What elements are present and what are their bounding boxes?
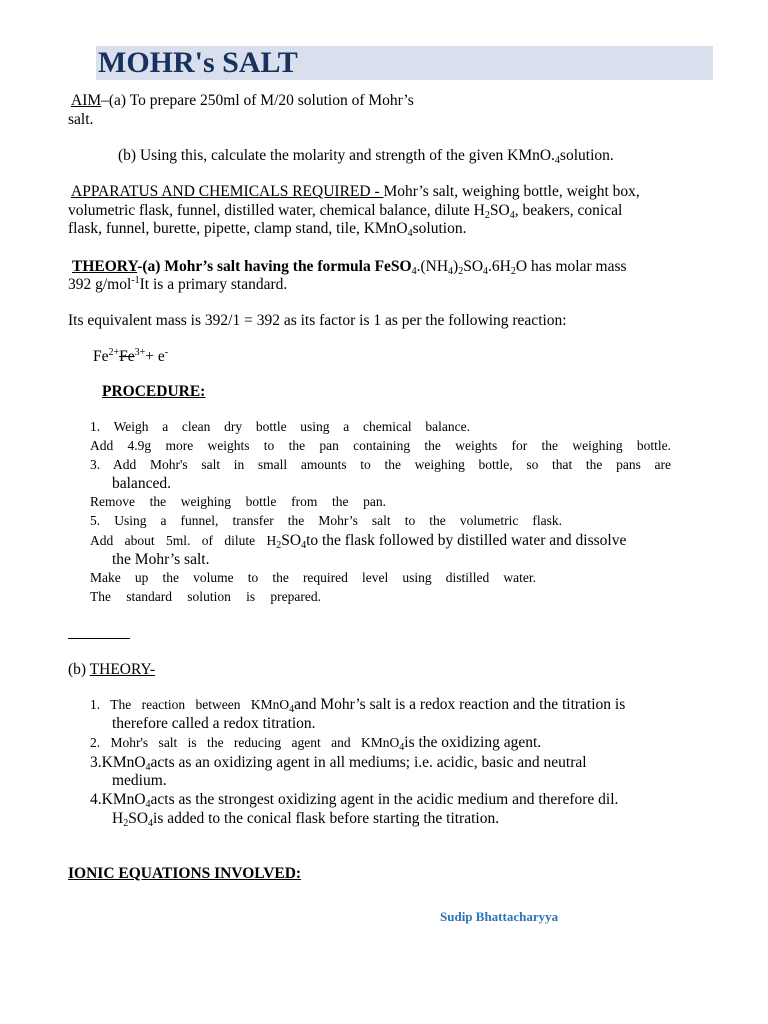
theory-b-item-3 [90, 753, 587, 772]
apparatus-text-2b: SO [489, 202, 510, 219]
molar-mass: 392 g/mol [68, 276, 132, 293]
apparatus-line-3 [68, 219, 466, 238]
apparatus-text-2: volumetric flask, funnel, distilled water, chemical balance, dilute H [68, 202, 485, 219]
item-text: 2. Mohr's salt is the reducing agent and KMnO [90, 735, 400, 750]
superscript: 2+ [108, 347, 120, 358]
theory-line-2 [68, 275, 287, 294]
subscript: 4 [509, 210, 515, 221]
theory-b-item-1 [90, 695, 625, 714]
procedure-step-6 [90, 531, 626, 550]
theory-b-item-3-cont: medium. [112, 772, 167, 789]
subscript: 2 [484, 210, 490, 221]
subscript: 4 [448, 266, 454, 277]
theory-b-item-1-cont: therefore called a redox titration. [112, 715, 316, 732]
procedure-heading: PROCEDURE: [102, 383, 206, 400]
subscript: 4 [554, 155, 560, 166]
aim-line-1 [71, 91, 414, 110]
page-title: MOHR's SALT [98, 46, 298, 79]
subscript: 4 [145, 762, 151, 773]
theory-b-item-4 [90, 790, 618, 809]
procedure-step-4: Remove the weighing bottle from the pan. [90, 494, 386, 509]
subscript: 4 [301, 540, 307, 551]
theory-b-item-2 [90, 733, 541, 752]
theory-b-heading [68, 660, 155, 679]
aim-b-post: solution. [559, 147, 614, 164]
section-divider [68, 638, 130, 639]
subscript: 2 [458, 266, 464, 277]
item-text: is the oxidizing agent. [404, 734, 542, 751]
apparatus-line-2 [68, 201, 622, 220]
subscript: 2 [123, 818, 129, 829]
superscript: -1 [131, 275, 140, 286]
apparatus-label: APPARATUS AND CHEMICALS REQUIRED - [71, 183, 384, 200]
aim-a-cont: salt. [68, 111, 94, 128]
superscript: 3+ [134, 347, 146, 358]
apparatus-text-3b: solution. [412, 220, 467, 237]
step-6-text: SO [281, 532, 302, 549]
item-text: acts as the strongest oxidizing agent in the acidic medium and therefore dil. [150, 791, 619, 808]
reaction-equation [93, 347, 168, 366]
reaction-fe: Fe [93, 348, 109, 365]
superscript: - [164, 347, 169, 358]
author-name: Sudip Bhattacharyya [440, 909, 559, 924]
primary-standard-text: It is a primary standard. [139, 276, 288, 293]
ionic-equations-heading: IONIC EQUATIONS INVOLVED: [68, 865, 302, 882]
item-text: is added to the conical flask before starting the titration. [153, 810, 500, 827]
subscript: 4 [411, 266, 417, 277]
theory-formula-bold: -(a) Mohr’s salt having the formula FeSO [137, 258, 412, 275]
procedure-step-5: 5. Using a funnel, transfer the Mohr’s salt to the volumetric flask. [90, 513, 562, 528]
procedure-step-8: The standard solution is prepared. [90, 589, 321, 604]
theory-b-prefix: (b) [68, 661, 90, 678]
formula-part: O has molar mass [515, 258, 627, 275]
aim-b [118, 146, 614, 165]
theory-line-1 [72, 257, 627, 276]
formula-part: ) [453, 258, 459, 275]
aim-line-2 [68, 110, 93, 129]
aim-a-text: –(a) To prepare 250ml of M/20 solution of Mohr’s [101, 92, 414, 109]
subscript: 4 [399, 742, 405, 753]
aim-label: AIM [71, 92, 102, 109]
procedure-step-7: Make up the volume to the required level using distilled water. [90, 570, 536, 585]
step-6-text: Add about 5ml. of dilute H [90, 533, 277, 548]
procedure-step-1: 1. Weigh a clean dry bottle using a chemical balance. [90, 419, 470, 434]
theory-b-label: THEORY- [89, 661, 156, 678]
theory-b-item-4-cont [112, 809, 499, 828]
item-text: and Mohr’s salt is a redox reaction and the titration is [294, 696, 626, 713]
apparatus-text-3: flask, funnel, burette, pipette, clamp stand, tile, KMnO [68, 220, 408, 237]
equivalent-mass-text: Its equivalent mass is 392/1 = 392 as its factor is 1 as per the following reaction: [68, 312, 567, 329]
reaction-fe: Fe [119, 348, 135, 365]
subscript: 4 [289, 704, 295, 715]
procedure-step-2: Add 4.9g more weights to the pan containing the weights for the weighing bottle. [90, 438, 671, 453]
procedure-step-6-cont: the Mohr’s salt. [112, 551, 210, 568]
apparatus-text-2c: , beakers, conical [514, 202, 623, 219]
theory-label: THEORY [72, 258, 138, 275]
apparatus-line-1 [71, 182, 640, 201]
subscript: 4 [148, 818, 154, 829]
procedure-step-3-cont: balanced. [112, 475, 171, 492]
item-text: H [112, 810, 124, 827]
aim-b-text: (b) Using this, calculate the molarity and strength of the given KMnO. [118, 147, 555, 164]
item-text: 4.KMnO [90, 791, 146, 808]
formula-part: .6H [488, 258, 511, 275]
formula-part: SO [463, 258, 484, 275]
step-6-text: to the flask followed by distilled water and dissolve [306, 532, 627, 549]
item-text: 1. The reaction between KMnO [90, 697, 290, 712]
subscript: 2 [276, 540, 282, 551]
procedure-step-3: 3. Add Mohr's salt in small amounts to the weighing bottle, so that the pans are [90, 457, 671, 472]
subscript: 4 [145, 799, 151, 810]
reaction-electron: + e [145, 348, 165, 365]
subscript: 4 [407, 228, 413, 239]
subscript: 4 [483, 266, 489, 277]
item-text: 3.KMnO [90, 754, 146, 771]
item-text: acts as an oxidizing agent in all mediums; i.e. acidic, basic and neutral [150, 754, 587, 771]
apparatus-text-1: Mohr’s salt, weighing bottle, weight box, [383, 183, 640, 200]
subscript: 2 [510, 266, 516, 277]
item-text: SO [128, 810, 149, 827]
formula-part: .(NH [416, 258, 449, 275]
